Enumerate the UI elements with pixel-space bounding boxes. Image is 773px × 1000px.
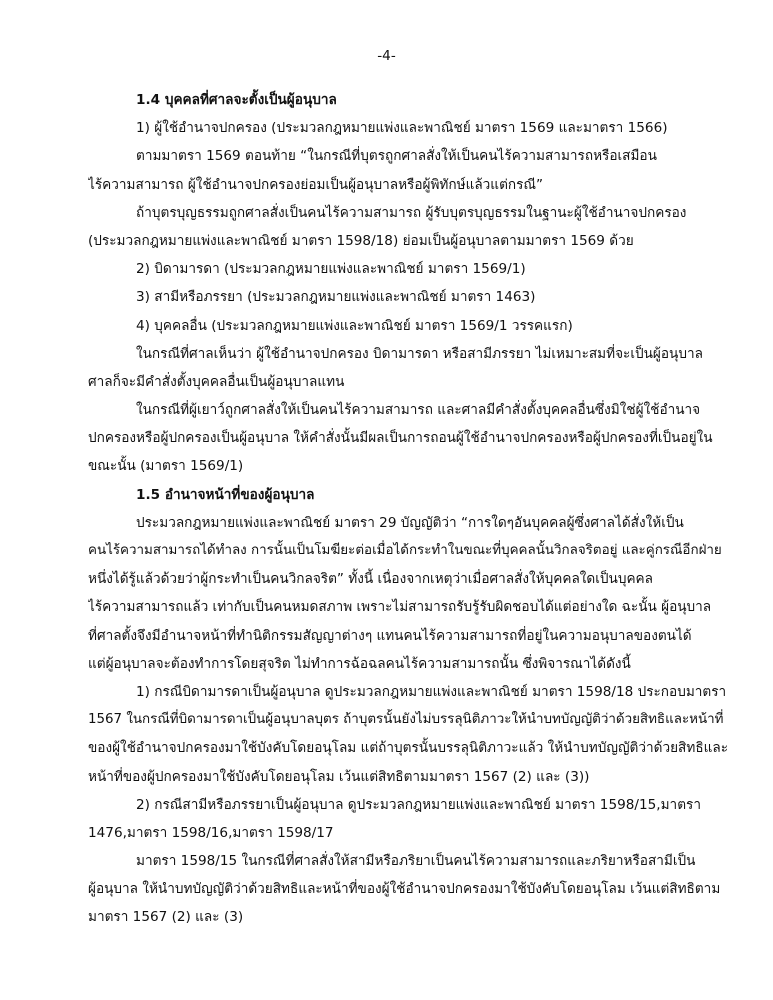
text-line: ในกรณีที่ศาลเห็นว่า ผู้ใช้อำนาจปกครอง บิดามารดา หรือสามีภรรยา ไม่เหมาะสมที่จะเป็นผู้อนุบาล	[136, 345, 703, 362]
text-line: ไร้ความสามารถ ผู้ใช้อำนาจปกครองย่อมเป็นผู้อนุบาลหรือผู้พิทักษ์แล้วแต่กรณี”	[88, 176, 544, 193]
text-line: หน้าที่ของผู้ปกครองมาใช้บังคับโดยอนุโลม เว้นแต่สิทธิตามมาตรา 1567 (2) และ (3))	[88, 768, 590, 785]
text-line: 4) บุคคลอื่น (ประมวลกฎหมายแพ่งและพาณิชย์ มาตรา 1569/1 วรรคแรก)	[136, 317, 573, 334]
text-line: แต่ผู้อนุบาลจะต้องทำการโดยสุจริต ไม่ทำการฉ้อฉลคนไร้ความสามารถนั้น ซึ่งพิจารณาได้ดังนี้	[88, 655, 631, 672]
text-line: ศาลก็จะมีคำสั่งตั้งบุคคลอื่นเป็นผู้อนุบาลแทน	[88, 373, 345, 390]
text-line: ไร้ความสามารถแล้ว เท่ากับเป็นคนหมดสภาพ เพราะไม่สามารถรับรู้รับผิดชอบได้แต่อย่างใด ฉะนั้น ผู้อนุบาล	[88, 599, 712, 616]
text-line: ถ้าบุตรบุญธรรมถูกศาลสั่งเป็นคนไร้ความสามารถ ผู้รับบุตรบุญธรรมในฐานะผู้ใช้อำนาจปกครอง	[136, 204, 687, 221]
text-line: 3) สามีหรือภรรยา (ประมวลกฎหมายแพ่งและพาณิชย์ มาตรา 1463)	[136, 289, 536, 306]
text-line: 1567 ในกรณีที่บิดามารดาเป็นผู้อนุบาลบุตร ถ้าบุตรนั้นยังไม่บรรลุนิติภาวะให้นำบทบัญญัติว่าด้วยสิทธิและหน้าที่	[88, 712, 724, 728]
text-line: ตามมาตรา 1569 ตอนท้าย “ในกรณีที่บุตรถูกศาลสั่งให้เป็นคนไร้ความสามารถหรือเสมือน	[136, 148, 657, 165]
section-heading: 1.5 อำนาจหน้าที่ของผู้อนุบาล	[136, 486, 315, 503]
text-line: ผู้อนุบาล ให้นำบทบัญญัติว่าด้วยสิทธิและหน้าที่ของผู้ใช้อำนาจปกครองมาใช้บังคับโดยอนุโลม เว้นแต่สิทธิตาม	[88, 881, 721, 898]
text-line: ปกครองหรือผู้ปกครองเป็นผู้อนุบาล ให้คำสั่งนั้นมีผลเป็นการถอนผู้ใช้อำนาจปกครองหรือผู้ปกครองที่เป็นอยู่ใน	[88, 430, 713, 447]
text-line: หนึ่งได้รู้แล้วด้วยว่าผู้กระทำเป็นคนวิกลจริต” ทั้งนี้ เนื่องจากเหตุว่าเมื่อศาลสั่งให้บุคคลใดเป็นบุคคล	[88, 571, 653, 588]
text-line: 1476,มาตรา 1598/16,มาตรา 1598/17	[88, 824, 334, 841]
text-line: ของผู้ใช้อำนาจปกครองมาใช้บังคับโดยอนุโลม แต่ถ้าบุตรนั้นบรรลุนิติภาวะแล้ว ให้นำบทบัญญัติว่าด้วยสิทธิและ	[88, 740, 728, 757]
text-line: คนไร้ความสามารถได้ทำลง การนั้นเป็นโมฆียะต่อเมื่อได้กระทำในขณะที่บุคคลนั้นวิกลจริตอยู่ และคู่กรณีอีกฝ่าย	[88, 543, 722, 558]
text-line: 2) กรณีสามีหรือภรรยาเป็นผู้อนุบาล ดูประมวลกฎหมายแพ่งและพาณิชย์ มาตรา 1598/15,มาตรา	[136, 796, 701, 813]
text-line: ในกรณีที่ผู้เยาว์ถูกศาลสั่งให้เป็นคนไร้ความสามารถ และศาลมีคำสั่งตั้งบุคคลอื่นซึ่งมิใช่ผู้ใช้อำนาจ	[136, 402, 701, 419]
document-body	[88, 86, 728, 932]
text-line: (ประมวลกฎหมายแพ่งและพาณิชย์ มาตรา 1598/18) ย่อมเป็นผู้อนุบาลตามมาตรา 1569 ด้วย	[88, 232, 634, 249]
text-line: 1) ผู้ใช้อำนาจปกครอง (ประมวลกฎหมายแพ่งและพาณิชย์ มาตรา 1569 และมาตรา 1566)	[136, 120, 668, 137]
text-line: ประมวลกฎหมายแพ่งและพาณิชย์ มาตรา 29 บัญญัติว่า “การใดๆอันบุคคลผู้ซึ่งศาลได้สั่งให้เป็น	[136, 514, 684, 531]
text-line: มาตรา 1598/15 ในกรณีที่ศาลสั่งให้สามีหรือภริยาเป็นคนไร้ความสามารถและภริยาหรือสามีเป็น	[136, 853, 696, 870]
page-number: -4-	[377, 48, 396, 64]
text-line: มาตรา 1567 (2) และ (3)	[88, 909, 244, 926]
text-line: ขณะนั้น (มาตรา 1569/1)	[88, 458, 244, 475]
text-line: 2) บิดามารดา (ประมวลกฎหมายแพ่งและพาณิชย์ มาตรา 1569/1)	[136, 261, 526, 278]
text-line: 1) กรณีบิดามารดาเป็นผู้อนุบาล ดูประมวลกฎหมายแพ่งและพาณิชย์ มาตรา 1598/18 ประกอบมาตรา	[136, 683, 727, 700]
section-heading: 1.4 บุคคลที่ศาลจะตั้งเป็นผู้อนุบาล	[136, 92, 337, 108]
text-line: ที่ศาลตั้งจึงมีอำนาจหน้าที่ทำนิติกรรมสัญญาต่างๆ แทนคนไร้ความสามารถที่อยู่ในความอนุบาลของตนได้	[88, 627, 692, 644]
